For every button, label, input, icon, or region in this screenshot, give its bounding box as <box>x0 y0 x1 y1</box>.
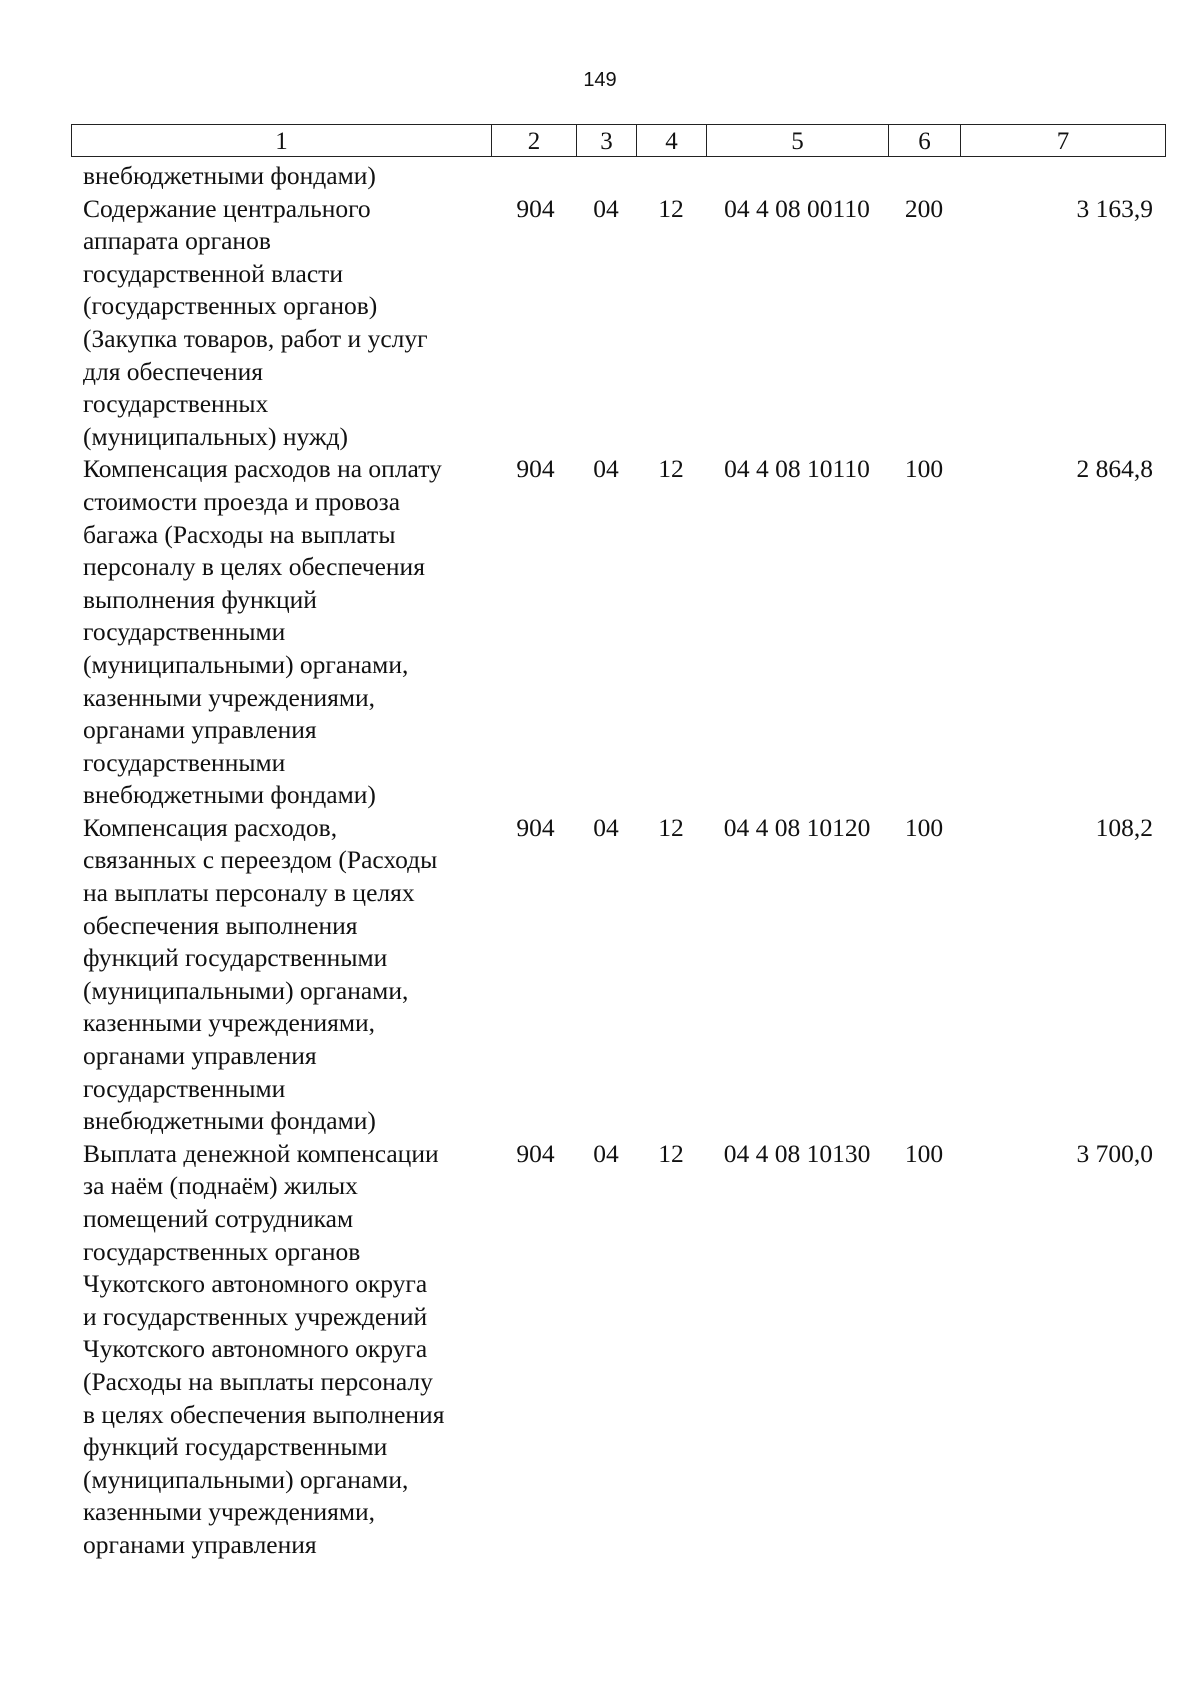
subsection-code: 12 <box>658 193 684 223</box>
ministry-code: 904 <box>516 193 555 223</box>
amount: 2 864,8 <box>1076 454 1153 484</box>
expense-name: внебюджетными фондами) <box>83 161 376 190</box>
amount: 3 700,0 <box>1076 1138 1153 1168</box>
expense-type-code: 100 <box>904 812 944 842</box>
expense-name: Компенсация расходов на оплату стоимости проезда и провоза багажа (Расходы на выплаты персоналу в целях обеспечения выполнения функций государственными (муниципальными) органами, казенными учреждениями, органами управления государственными внебюджетными фондами) <box>83 454 442 810</box>
expense-type-code: 200 <box>904 193 944 223</box>
ministry-code: 904 <box>516 812 555 842</box>
expense-type-code: 100 <box>904 1138 944 1168</box>
expense-type-code: 100 <box>904 454 944 484</box>
table-row <box>71 160 1165 193</box>
table-row <box>71 812 1165 1138</box>
section-code: 04 <box>593 812 619 842</box>
ministry-code: 904 <box>516 1138 555 1168</box>
column-header-6: 6 <box>889 125 961 157</box>
target-article-code: 04 4 08 10110 <box>724 454 870 484</box>
column-header-7: 7 <box>961 125 1166 157</box>
column-header-1: 1 <box>72 125 492 157</box>
column-header-5: 5 <box>707 125 889 157</box>
expense-name: Выплата денежной компенсации за наём (поднаём) жилых помещений сотрудникам государственных органов Чукотского автономного округа и государственных учреждений Чукотского автономного округа (Расходы на выплаты персоналу в целях обеспечения выполнения функций государственными (муниципальными) органами, казенными учреждениями, органами управления <box>83 1138 445 1559</box>
table-row <box>71 453 1165 812</box>
section-code: 04 <box>593 1138 619 1168</box>
amount: 3 163,9 <box>1076 193 1153 223</box>
page-number: 149 <box>583 69 617 91</box>
expense-name: Компенсация расходов, связанных с переездом (Расходы на выплаты персоналу в целях обеспечения выполнения функций государственными (муниципальными) органами, казенными учреждениями, органами управления государственными внебюджетными фондами) <box>83 812 438 1136</box>
column-header-4: 4 <box>637 125 707 157</box>
amount: 108,2 <box>1095 812 1153 842</box>
target-article-code: 04 4 08 00110 <box>724 193 870 223</box>
subsection-code: 12 <box>658 1138 684 1168</box>
subsection-code: 12 <box>658 454 684 484</box>
table-body <box>71 160 1165 1562</box>
target-article-code: 04 4 08 10120 <box>723 812 871 842</box>
subsection-code: 12 <box>658 812 684 842</box>
table-header <box>71 124 1166 157</box>
column-header-2: 2 <box>492 125 577 157</box>
column-header-3: 3 <box>577 125 637 157</box>
table-row <box>71 1138 1165 1562</box>
expense-name: Содержание центрального аппарата органов государственной власти (государственных органов) (Закупка товаров, работ и услуг для обеспечения государственных (муниципальных) нужд) <box>83 193 428 451</box>
section-code: 04 <box>593 193 619 223</box>
section-code: 04 <box>593 454 619 484</box>
ministry-code: 904 <box>516 454 555 484</box>
table-row <box>71 193 1165 454</box>
target-article-code: 04 4 08 10130 <box>723 1138 871 1168</box>
